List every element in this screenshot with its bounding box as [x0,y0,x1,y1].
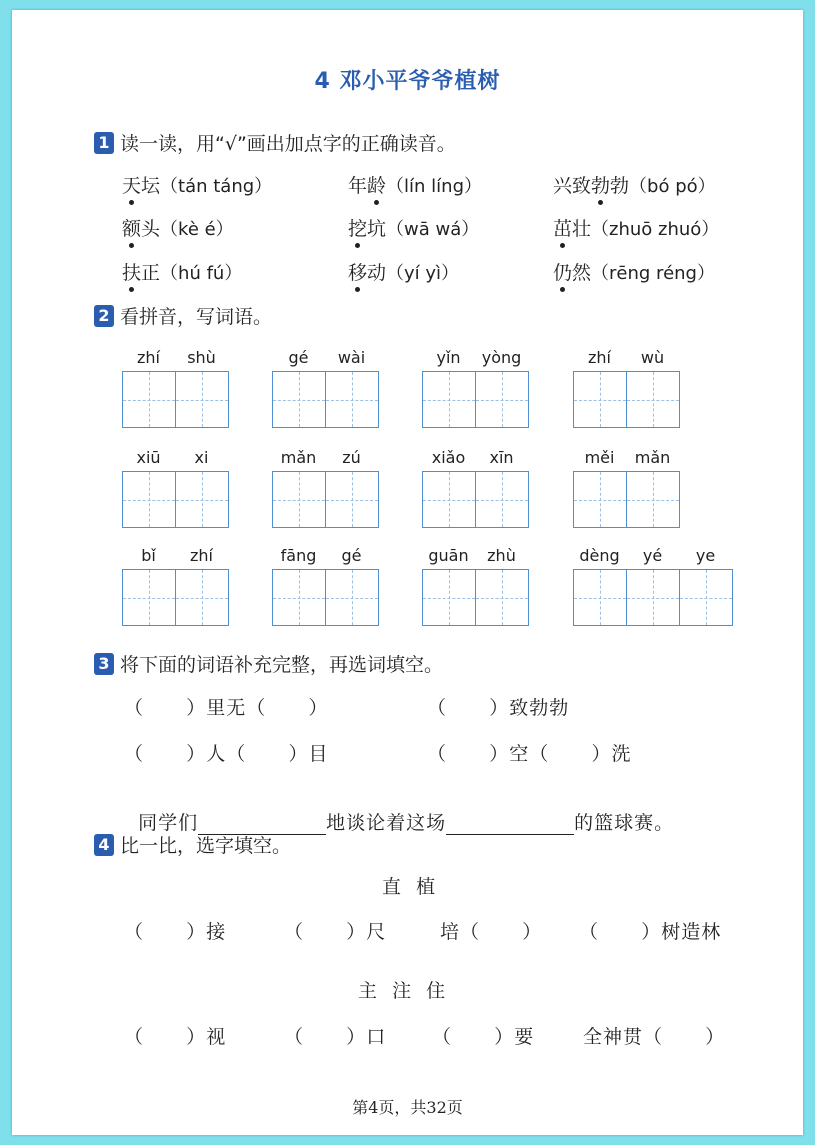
q2-number: 2 [94,305,114,327]
q2-writing-box[interactable] [325,471,379,528]
q2-pinyin: zú [342,448,361,467]
q1-pinyin-options[interactable]: （kè é） [160,219,234,240]
q2-writing-box[interactable] [325,371,379,428]
q4-heading [94,831,291,858]
q2-writing-box[interactable] [175,371,229,428]
q2-writing-boxes [272,569,379,626]
q3-sentence-part-c: 的篮球赛。 [574,812,675,834]
q1-word-suffix: 动 [367,262,387,284]
q2-writing-box[interactable] [626,371,680,428]
q1-dotted-char: 龄 [367,175,387,197]
q3-blank-2[interactable] [446,814,574,835]
q3-number: 3 [94,653,114,675]
q1-number: 1 [94,132,114,154]
q1-pinyin-options[interactable]: （yí yì） [386,263,460,284]
q2-writing-box[interactable] [573,471,627,528]
q1-word-suffix: 头 [141,218,161,240]
q3-idiom-3[interactable]: （ ）人（ ）目 [124,743,329,765]
q2-pinyin: zhí [137,348,160,367]
q1-dotted-char: 仍 [553,262,573,284]
q4-row2-item4[interactable]: 全神贯（ ） [583,1026,726,1048]
q1-word-prefix: 年 [348,175,368,197]
q1-dotted-char: 扶 [122,262,142,284]
q1-word-prefix: 兴致 [553,175,592,197]
q1-word-suffix: 然 [572,262,592,284]
q2-pinyin: zhù [487,546,516,565]
q1-word-suffix: 正 [141,262,161,284]
q2-writing-box[interactable] [626,569,680,626]
q1-item[interactable] [553,258,715,285]
q1-heading [94,129,456,156]
q2-writing-box[interactable] [422,371,476,428]
q4-row1-item4[interactable]: （ ）树造林 [579,921,722,943]
q3-instruction: 将下面的词语补充完整，再选词填空。 [120,654,444,676]
q2-writing-box[interactable] [422,569,476,626]
q2-writing-box[interactable] [272,569,326,626]
q4-instruction: 比一比，选字填空。 [120,835,292,857]
q2-pinyin: mǎn [280,448,317,467]
q4-number: 4 [94,834,114,856]
q2-writing-boxes [422,471,529,528]
q2-pinyin: xiǎo [431,448,466,467]
q2-writing-boxes [122,569,229,626]
q1-dotted-char: 移 [348,262,368,284]
q2-writing-boxes [573,471,680,528]
q4-row2-item3[interactable]: （ ）要 [432,1026,535,1048]
q1-item[interactable] [553,214,719,241]
q1-dotted-char: 挖 [348,218,368,240]
q2-pinyin: zhí [190,546,213,565]
q4-row2-item2[interactable]: （ ）口 [284,1026,387,1048]
q4-choice-chars-1: 直 植 [382,876,437,898]
q2-writing-boxes [422,569,529,626]
q2-pinyin: shù [187,348,216,367]
q2-pinyin: měi [584,448,615,467]
q3-idiom-4[interactable]: （ ）空（ ）洗 [427,743,632,765]
q2-writing-boxes [422,371,529,428]
q2-writing-boxes [573,371,680,428]
q2-pinyin: xīn [489,448,514,467]
q2-writing-box[interactable] [475,371,529,428]
q2-pinyin: wài [337,348,366,367]
page-footer: 第4页，共32页 [352,1098,463,1117]
q2-writing-box[interactable] [422,471,476,528]
q1-word-suffix: 坑 [367,218,387,240]
q1-word-suffix: 壮 [572,218,592,240]
q2-instruction: 看拼音，写词语。 [120,306,273,328]
q1-instruction: 读一读，用“√”画出加点字的正确读音。 [120,133,456,155]
q2-writing-box[interactable] [626,471,680,528]
q1-pinyin-options[interactable]: （hú fú） [160,263,243,284]
q1-item[interactable] [553,171,716,198]
q1-item[interactable] [122,214,234,241]
q2-pinyin: gé [341,546,362,565]
q4-row1-item1[interactable]: （ ）接 [124,921,227,943]
q3-idiom-2[interactable]: （ ）致勃勃 [427,697,570,719]
q1-item[interactable] [348,171,482,198]
q2-writing-boxes [122,371,229,428]
q1-item[interactable] [348,214,479,241]
q4-row1-item2[interactable]: （ ）尺 [284,921,387,943]
q2-writing-box[interactable] [325,569,379,626]
q2-writing-box[interactable] [573,569,627,626]
q3-sentence-part-a: 同学们 [138,812,199,834]
q2-heading [94,302,272,329]
q4-choice-chars-2: 主 注 住 [358,980,447,1002]
q2-pinyin: dèng [579,546,620,565]
q2-writing-boxes [272,371,379,428]
q2-pinyin: fāng [280,546,317,565]
q2-pinyin: bǐ [141,546,156,565]
q2-writing-boxes [122,471,229,528]
q2-pinyin: xi [194,448,209,467]
q2-pinyin: yǐn [436,348,461,367]
q1-pinyin-options[interactable]: （zhuō zhuó） [591,219,720,240]
q1-word-suffix: 坛 [141,175,161,197]
q2-pinyin: guān [428,546,469,565]
q1-dotted-char: 天 [122,175,142,197]
q2-writing-box[interactable] [122,471,176,528]
q1-dotted-char: 额 [122,218,142,240]
q3-heading [94,650,443,677]
q2-pinyin: xiū [136,448,161,467]
q2-writing-box[interactable] [175,471,229,528]
q2-writing-box[interactable] [122,371,176,428]
q3-sentence [124,786,674,835]
q1-pinyin-options[interactable]: （lín líng） [386,176,482,197]
q2-pinyin: yé [642,546,663,565]
q1-item[interactable] [122,171,272,198]
q1-pinyin-options[interactable]: （wā wá） [386,219,480,240]
q2-writing-box[interactable] [573,371,627,428]
q4-row2-item1[interactable]: （ ）视 [124,1026,227,1048]
q2-pinyin: ye [695,546,716,565]
q2-pinyin: wù [640,348,665,367]
q2-pinyin: yòng [481,348,522,367]
q2-writing-box[interactable] [175,569,229,626]
q2-writing-box[interactable] [122,569,176,626]
q2-writing-box[interactable] [679,569,733,626]
q2-writing-boxes [573,569,733,626]
q2-writing-box[interactable] [475,569,529,626]
q2-writing-box[interactable] [272,471,326,528]
q3-sentence-part-b: 地谈论着这场 [326,812,447,834]
q4-row1-item3[interactable]: 培（ ） [440,921,543,943]
q1-pinyin-options[interactable]: （bó pó） [629,176,716,197]
q2-pinyin: zhí [588,348,611,367]
q2-pinyin: mǎn [634,448,671,467]
q1-dotted-char: 勃 [591,175,611,197]
q2-writing-box[interactable] [475,471,529,528]
q2-writing-boxes [272,471,379,528]
q2-pinyin: gé [288,348,309,367]
q1-word-suffix: 勃 [610,175,630,197]
q2-writing-box[interactable] [272,371,326,428]
q1-dotted-char: 茁 [553,218,573,240]
lesson-title: 4 邓小平爷爷植树 [314,69,501,94]
q1-pinyin-options[interactable]: （rēng réng） [591,263,715,284]
q3-idiom-1[interactable]: （ ）里无（ ） [124,697,329,719]
q1-item[interactable] [122,258,242,285]
q1-item[interactable] [348,258,459,285]
q1-pinyin-options[interactable]: （tán táng） [160,176,273,197]
